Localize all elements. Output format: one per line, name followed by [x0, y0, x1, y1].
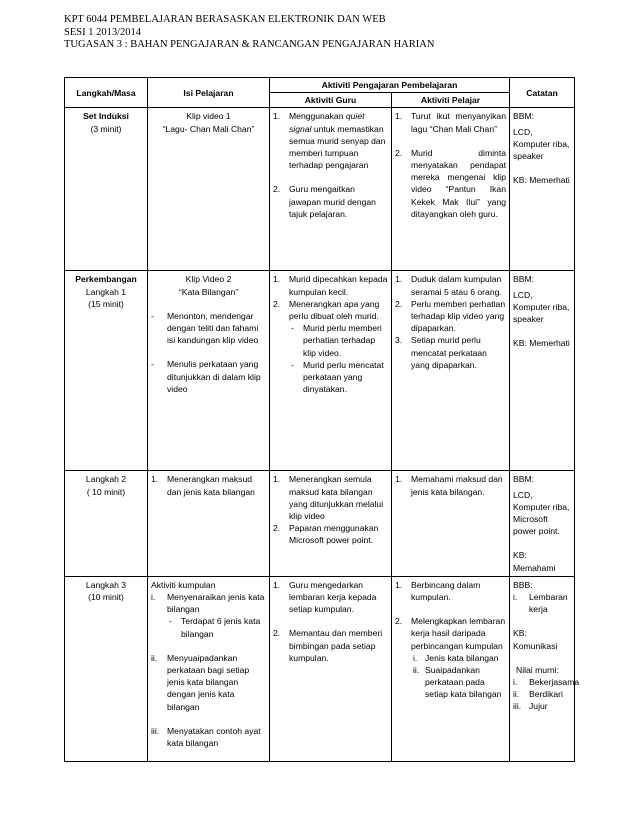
step-title: Perkembangan: [75, 274, 137, 285]
list-item: ii. Berdikari: [513, 689, 563, 700]
list-item: 2. Murid diminta menyatakan pendapat mereka mengenai klip video “Pantun Ikan Kekek Mak Ilui” yang ditayangkan oleh guru.: [395, 147, 506, 219]
list-item: iii. Menyatakan contoh ayat kata bilangan: [151, 725, 261, 749]
step-label: Langkah 1: [85, 286, 127, 297]
col-aktiviti: Aktiviti Pengajaran Pembelajaran: [270, 78, 510, 93]
list-item: 1. Duduk dalam kumpulan seramai 5 atau 6 orang.: [395, 274, 502, 297]
langkah-cell: [65, 108, 148, 271]
list-item: 2. Menerangkan apa yang perlu dibuat oleh murid.: [273, 298, 380, 322]
isi-line: “Lagu- Chan Mali Chan”: [162, 123, 255, 134]
guru-cell: [270, 471, 392, 576]
isi-cell: [148, 108, 270, 271]
list-item: 2. Paparan menggunakan Microsoft power point.: [273, 523, 379, 546]
list-item: 1. Guru mengedarkan lembaran kerja kepada setiap kumpulan.: [273, 579, 377, 615]
list-item: 1. Berbincang dalam kumpulan.: [395, 579, 481, 603]
pelajar-cell: [392, 471, 510, 576]
list-item: 2. Guru mengaitkan jawapan murid dengan tajuk pelajaran.: [273, 184, 376, 219]
step-time: (3 minit): [90, 123, 122, 134]
list-subitem: - Murid perlu mencatat perkataan yang dinyatakan.: [291, 359, 384, 395]
pelajar-cell: [392, 271, 510, 471]
list-subitem: ii. Suaipadankan perkataan pada setiap kata bilangan: [413, 665, 502, 700]
list-item: 1. Menerangkan maksud dan jenis kata bilangan: [151, 474, 255, 497]
table-row: [65, 108, 575, 271]
list-item: 1. Menerangkan semula maksud kata bilangan yang ditunjukkan melalui klip video: [273, 474, 384, 522]
step-title: Set Induksi: [83, 111, 129, 122]
col-catatan: Catatan: [510, 78, 575, 108]
list-item: 2. Perlu memberi perhatian terhadap klip video yang dipaparkan.: [395, 298, 506, 334]
list-item: - Menulis perkataan yang ditunjukkan di dalam klip video: [151, 359, 261, 394]
step-time: (10 minit): [88, 592, 124, 603]
list-subitem: - Terdapat 6 jenis kata bilangan: [169, 616, 261, 639]
step-label: Langkah 3: [85, 579, 127, 590]
list-item: 2. Memantau dan memberi bimbingan pada setiap kumpulan.: [273, 628, 383, 663]
list-item: i. Menyenaraikan jenis kata bilangan: [151, 592, 265, 615]
catatan-cell: BBB: i. Lembaran kerja KB: Komunikasi Nilai murni: i. Bekerjasama ii. Berdikari iii. Jujur: [510, 576, 575, 761]
header-course: KPT 6044 PEMBELAJARAN BERASASKAN ELEKTRONIK DAN WEB: [64, 14, 386, 25]
pelajar-cell: [392, 108, 510, 271]
list-item: 1. Menggunakan quiet signal untuk memastikan semua murid senyap dan memberi tumpuan terhadap pengajaran: [273, 111, 386, 171]
list-item: i. Bekerjasama: [513, 677, 580, 688]
list-item: i. Lembaran kerja: [513, 592, 568, 615]
list-item: 1. Memahami maksud dan jenis kata bilangan.: [395, 474, 503, 497]
isi-cell: Aktiviti kumpulan i. Menyenaraikan jenis kata bilangan - Terdapat 6 jenis kata bilangan ii. Menyuaipadankan perkataan bagi setiap jenis kata bilangan dengan jenis kata bilangan iii. Menyatakan contoh ayat kata bilangan: [148, 576, 270, 761]
catatan-cell: BBM: LCD, Komputer riba, speaker KB: Memerhati: [510, 108, 575, 271]
col-langkah: Langkah/Masa: [65, 78, 148, 108]
guru-cell: [270, 108, 392, 271]
col-guru: Aktiviti Guru: [270, 93, 392, 108]
langkah-cell: [65, 576, 148, 761]
document-header: [64, 14, 434, 52]
list-item: - Menonton, mendengar dengan teliti dan fahami isi kandungan klip video: [151, 310, 259, 346]
header-row: [65, 78, 575, 93]
table-row: [65, 271, 575, 471]
list-item: iii. Jujur: [513, 701, 548, 712]
table-row: [65, 576, 575, 761]
catatan-cell: BBM: LCD, Komputer riba, speaker KB: Memerhati: [510, 271, 575, 471]
step-label: Langkah 2: [85, 474, 127, 485]
list-item: 1. Turut ikut menyanyikan lagu “Chan Mali Chan”: [395, 111, 506, 134]
table-row: [65, 471, 575, 576]
isi-cell: Klip Video 2 “Kata Bilangan” - Menonton, mendengar dengan teliti dan fahami isi kandungan klip video - Menulis perkataan yang ditunjukkan di dalam klip video: [148, 271, 270, 471]
header-assignment: TUGASAN 3 : BAHAN PENGAJARAN & RANCANGAN PENGAJARAN HARIAN: [64, 39, 435, 50]
list-item: 3. Setiap murid perlu mencatat perkataan yang dipaparkan.: [395, 335, 487, 370]
list-item: 2. Melengkapkan lembaran kerja hasil daripada perbincangan kumpulan: [395, 616, 506, 651]
header-session: SESI 1 2013/2014: [64, 26, 142, 38]
isi-cell: [148, 471, 270, 576]
step-time: (15 minit): [88, 298, 124, 309]
guru-cell: [270, 576, 392, 761]
list-item: ii. Menyuaipadankan perkataan bagi setiap jenis kata bilangan dengan jenis kata bilangan: [151, 652, 250, 712]
list-item: 1. Murid dipecahkan kepada kumpulan kecil.: [273, 274, 388, 297]
list-subitem: i. Jenis kata bilangan: [413, 652, 499, 663]
lesson-plan-table: [64, 77, 580, 762]
guru-cell: [270, 271, 392, 471]
isi-line: Klip video 1: [186, 111, 231, 122]
langkah-cell: [65, 271, 148, 471]
col-pelajar: Aktiviti Pelajar: [392, 93, 510, 108]
pelajar-cell: [392, 576, 510, 761]
list-subitem: - Murid perlu memberi perhatian terhadap klip video.: [291, 323, 382, 358]
step-time: ( 10 minit): [86, 486, 126, 497]
langkah-cell: [65, 471, 148, 576]
catatan-cell: BBM: LCD, Komputer riba, Microsoft power point. KB: Memahami: [510, 471, 575, 576]
col-isi: Isi Pelajaran: [148, 78, 270, 108]
